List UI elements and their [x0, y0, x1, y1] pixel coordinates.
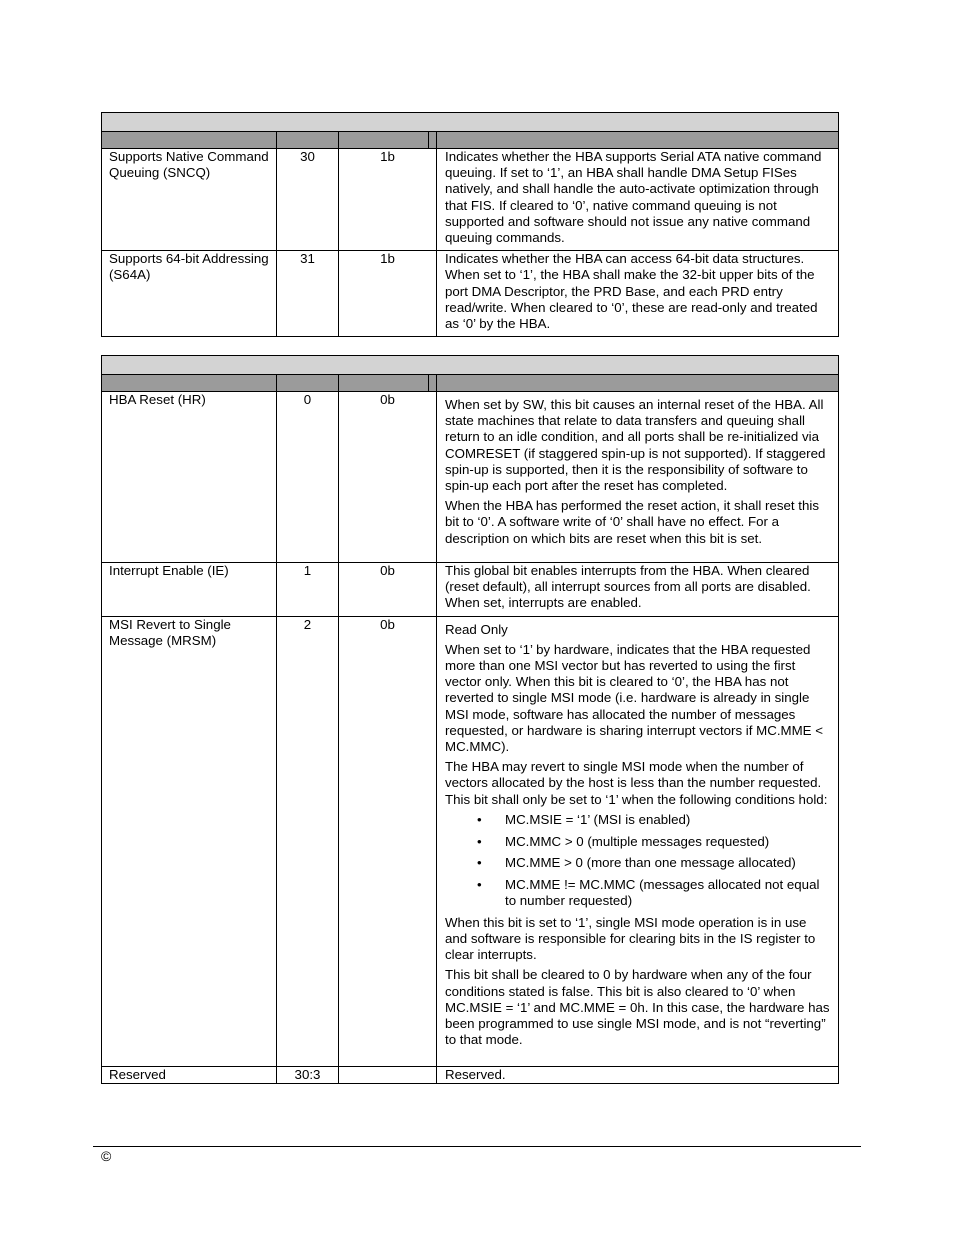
field-name: Reserved: [102, 1066, 277, 1083]
field-description: Read Only When set to ‘1’ by hardware, indicates that the HBA requested more than one MSI vector but has reverted to using the first vector only. When this bit is cleared to ‘0’, the HBA has not reverted to single MSI mode (i.e. hardware is already in single MSI mode, software has allocated the number of messages requested, or hardware is sharing interrupt vectors if MC.MME < MC.MMC). The HBA may revert to single MSI mode when the number of vectors allocated by the host is less than the number requested. This bit shall only be set to ‘1’ when the following conditions hold: • MC.MSIE = ‘1’ (MSI is enabled) • MC.MMC > 0 (multiple messages requested) • MC.MME > 0 (more than one message allocated) • MC.MME != MC.MMC (messages allocated not equal to number requested) When this bit is set to ‘1’, single MSI mode operation is in use and software is responsible for clearing bits in the IS register to clear interrupts. This bit shall be cleared to 0 by hardware when any of the four conditions stated is false. This bit is also cleared to ‘0’ when MC.MSIE = ‘1’ and MC.MME = 0h. In this case, the hardware has been programmed to use single MSI mode, and is not “reverting” to that mode.: [437, 616, 839, 1066]
list-item: • MC.MSIE = ‘1’ (MSI is enabled): [505, 812, 832, 828]
bit-position: 30:3: [277, 1066, 339, 1083]
bit-position: 31: [277, 251, 339, 337]
bit-position: 2: [277, 616, 339, 1066]
field-name: Interrupt Enable (IE): [102, 563, 277, 617]
field-name: Supports Native Command Queuing (SNCQ): [102, 149, 277, 251]
default-value: 1b: [339, 251, 437, 337]
bit-position: 0: [277, 392, 339, 563]
field-description: Indicates whether the HBA can access 64-bit data structures. When set to ‘1’, the HBA shall make the 32-bit upper bits of the port DMA Descriptor, the PRD Base, and each PRD entry read/write. When cleared to ‘0’, these are read-only and treated as ‘0’ by the HBA.: [437, 251, 839, 337]
list-item: • MC.MME > 0 (more than one message allocated): [505, 855, 832, 871]
register-table-2: [101, 355, 839, 1084]
table-row: [102, 1066, 839, 1083]
register-table-1: [101, 112, 839, 337]
field-name: Supports 64-bit Addressing (S64A): [102, 251, 277, 337]
default-value: 0b: [339, 563, 437, 617]
field-description: When set by SW, this bit causes an internal reset of the HBA. All state machines that relate to data transfers and queuing shall return to an idle condition, and all ports shall be re-initialized via COMRESET (if staggered spin-up is not supported). If staggered spin-up is supported, then it is the responsibility of software to spin-up each port after the reset has completed. When the HBA has performed the reset action, it shall reset this bit to ‘0’. A software write of ‘0’ shall have no effect. For a description on which bits are reset when this bit is set.: [437, 392, 839, 563]
default-value: 0b: [339, 392, 437, 563]
bit-position: 30: [277, 149, 339, 251]
field-description: This global bit enables interrupts from the HBA. When cleared (reset default), all interrupt sources from all ports are disabled. When set, interrupts are enabled.: [437, 563, 839, 617]
list-item: • MC.MME != MC.MMC (messages allocated not equal to number requested): [505, 877, 832, 909]
table-row: [102, 392, 839, 563]
table-row: [102, 616, 839, 1066]
table-row: [102, 251, 839, 337]
table-title-bar: [102, 356, 839, 375]
table-row: [102, 563, 839, 617]
field-name: HBA Reset (HR): [102, 392, 277, 563]
list-item: • MC.MMC > 0 (multiple messages requested): [505, 834, 832, 850]
copyright-symbol: ©: [101, 1148, 112, 1164]
field-description: Indicates whether the HBA supports Serial ATA native command queuing. If set to ‘1’, an HBA shall handle DMA Setup FISes natively, and shall handle the auto-activate optimization through that FIS. If cleared to ‘0’, native command queuing is not supported and software should not issue any native command queuing commands.: [437, 149, 839, 251]
table-header-row: [102, 132, 839, 149]
field-description: Reserved.: [437, 1066, 839, 1083]
default-value: 0b: [339, 616, 437, 1066]
table-row: [102, 149, 839, 251]
default-value: [339, 1066, 437, 1083]
conditions-list: [445, 812, 832, 910]
default-value: 1b: [339, 149, 437, 251]
footer-divider: [93, 1146, 861, 1147]
field-name: MSI Revert to Single Message (MRSM): [102, 616, 277, 1066]
table-title-bar: [102, 113, 839, 132]
bit-position: 1: [277, 563, 339, 617]
table-header-row: [102, 375, 839, 392]
